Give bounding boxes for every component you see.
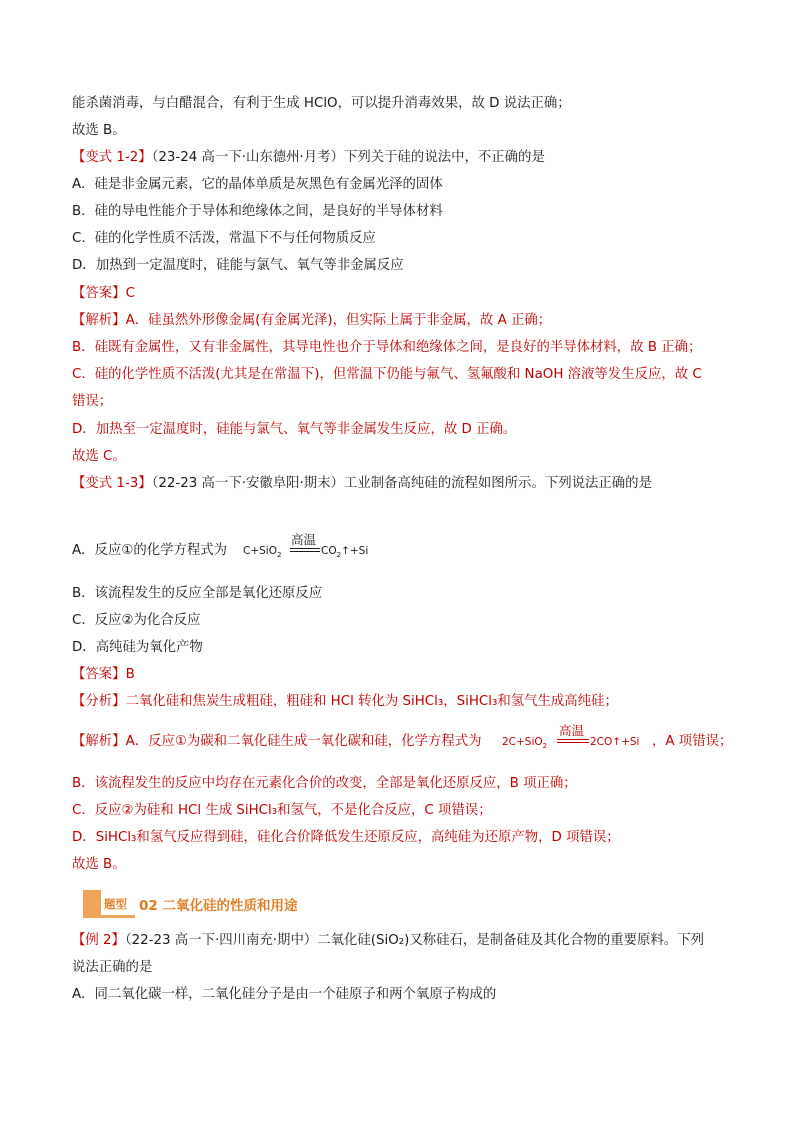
eq-subscript: 2 (336, 551, 342, 559)
question-text: （22-23 高一下·四川南充·期中）二氧化硅(SiO₂)又称硅石，是制备硅及其化合物的重要原料。下列 (124, 933, 704, 948)
question-text: （23-24 高一下·山东德州·月考）下列关于硅的说法中，不正确的是 (151, 150, 545, 165)
section-label: 题型 (104, 897, 127, 911)
eq-term: ↑+Si (612, 736, 640, 748)
example-2 (72, 932, 727, 950)
analysis-line: 故选 C。 (72, 449, 126, 464)
analysis-line: C．反应②为硅和 HCl 生成 SiHCl₃和氢气，不是化合反应，C 项错误； (72, 803, 492, 818)
option-d: D．高纯硅为氧化产物 (72, 640, 203, 655)
analysis-line: D．加热至一定温度时，硅能与氯气、氧气等非金属发生反应，故 D 正确。 (72, 422, 517, 437)
analysis-text: A．硅虽然外形像金属(有金属光泽)，但实际上属于非金属，故 A 正确； (125, 313, 552, 328)
text-line: 说法正确的是 (72, 960, 153, 975)
eq-term: C+SiO (243, 545, 277, 557)
answer-tag: 【答案】 (72, 286, 126, 301)
answer-v12 (72, 285, 727, 303)
option-c: C．硅的化学性质不活泼，常温下不与任何物质反应 (72, 231, 376, 246)
equation-lhs (502, 736, 547, 748)
analysis-line: B．该流程发生的反应中均存在元素化合价的改变，全部是氧化还原反应，B 项正确； (72, 776, 577, 791)
analysis-v12 (72, 312, 727, 330)
analysis-tag: 【解析】 (72, 734, 126, 749)
option-b: B．该流程发生的反应全部是氧化还原反应 (72, 586, 323, 601)
question-v12 (72, 149, 727, 167)
question-tag: 【变式 1-3】 (72, 476, 152, 491)
option-a: A．同二氧化碳一样，二氧化硅分子是由一个硅原子和两个氧原子构成的 (72, 987, 497, 1002)
analysis-tag: 【解析】 (72, 313, 126, 328)
eq-term: ↑+Si (341, 545, 369, 557)
section-title: 02 二氧化硅的性质和用途 (139, 898, 298, 914)
answer-tag: 【答案】 (72, 667, 126, 682)
eq-term: CO (321, 545, 337, 557)
option-a: A．硅是非金属元素，它的晶体单质是灰黑色有金属光泽的固体 (72, 177, 443, 192)
equation-rhs (590, 736, 639, 748)
answer-value: C (125, 286, 135, 301)
equation-condition: 高温 (559, 723, 585, 738)
equation-bar (290, 551, 320, 552)
answer-value: B (125, 667, 135, 682)
equation-lhs (243, 545, 281, 557)
option-c: C．反应②为化合反应 (72, 613, 201, 628)
option-d: D．加热到一定温度时，硅能与氯气、氧气等非金属反应 (72, 258, 404, 273)
analysis-tag: 【分析】 (72, 694, 126, 709)
question-tag: 【变式 1-2】 (72, 150, 152, 165)
equation-bar (557, 742, 589, 743)
analysis-line: C．硅的化学性质不活泼(尤其是在常温下)，但常温下仍能与氟气、氢氟酸和 NaOH 溶液等发生反应，故 C (72, 367, 702, 382)
option-b: B．硅的导电性能介于导体和绝缘体之间，是良好的半导体材料 (72, 204, 443, 219)
analysis-line: D．SiHCl₃和氢气反应得到硅，硅化合价降低发生还原反应，高纯硅为还原产物，D 项错误； (72, 830, 620, 845)
question-tag: 【例 2】 (72, 933, 125, 948)
section-underline (83, 915, 135, 918)
option-a: A．反应①的化学方程式为 (72, 543, 228, 558)
answer-v13 (72, 666, 727, 684)
analysis-v13 (72, 733, 502, 751)
analysis-line: 故选 B。 (72, 857, 126, 872)
equation-bar (557, 739, 589, 740)
eq-term: 2CO (590, 736, 613, 748)
equation-rhs (321, 545, 368, 557)
eq-term: 2C+SiO (502, 736, 543, 748)
analysis-line: B．硅既有金属性，又有非金属性，其导电性也介于导体和绝缘体之间，是良好的半导体材料，故 B 正确； (72, 340, 702, 355)
section-marker-block (83, 890, 101, 915)
equation-condition: 高温 (291, 532, 317, 547)
question-text: （22-23 高一下·安徽阜阳·期末）工业制备高纯硅的流程如图所示。下列说法正确的是 (151, 476, 652, 491)
analysis-line: 错误； (72, 394, 113, 409)
question-v13 (72, 475, 727, 493)
analysis-text: 二氧化硅和焦炭生成粗硅，粗硅和 HCl 转化为 SiHCl₃，SiHCl₃和氢气生成高纯硅； (125, 694, 618, 709)
equation-bar (290, 548, 320, 549)
analysis-text: ，A 项错误； (652, 734, 733, 749)
text-line: 能杀菌消毒，与白醋混合，有利于生成 HClO，可以提升消毒效果，故 D 说法正确； (72, 96, 571, 111)
analysis-summary (72, 693, 727, 711)
text-line: 故选 B。 (72, 123, 126, 138)
eq-subscript: 2 (276, 551, 282, 559)
analysis-text: A．反应①为碳和二氧化硅生成一氧化碳和硅，化学方程式为 (125, 734, 482, 749)
eq-subscript: 2 (542, 742, 548, 750)
